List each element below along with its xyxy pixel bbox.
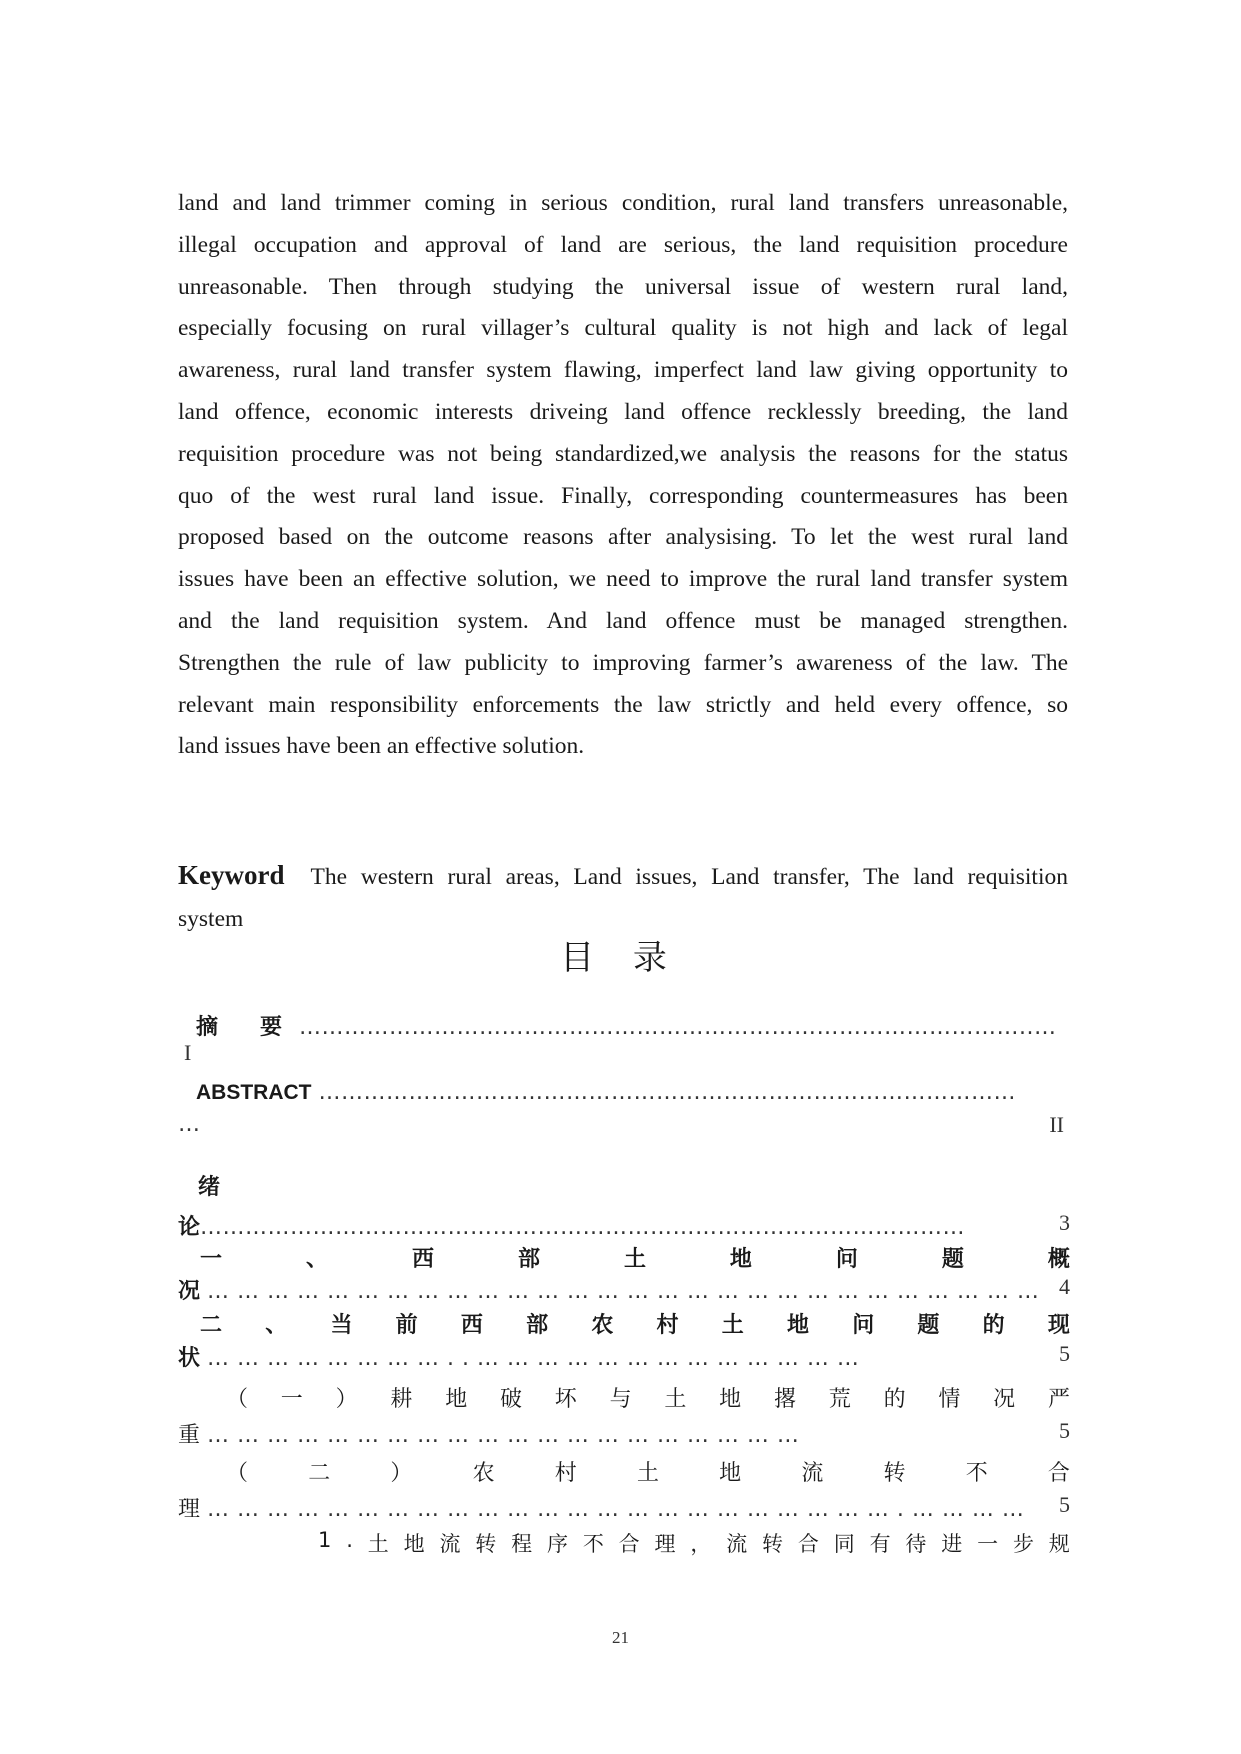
toc-entry-item-2-2-1[interactable] (178, 1528, 1070, 1558)
toc-label: ABSTRACT (196, 1081, 312, 1104)
toc-char: 况 (993, 1387, 1016, 1412)
toc-leader-dots: ………………………………………………………………………………………… (200, 1215, 966, 1240)
toc-char: 的 (982, 1313, 1005, 1338)
toc-entry-subsection-2-2-cont (178, 1492, 1070, 1523)
abstract-line: unreasonable. Then through studying the universal issue of western rural land, (178, 273, 1068, 300)
toc-char: 土 (664, 1387, 687, 1412)
keyword-line (178, 854, 1068, 898)
toc-leader-dots: … … … … … … … … … … … … … … … … … … … … … … … … … … … … (207, 1279, 1040, 1304)
toc-char: 西 (460, 1313, 483, 1338)
keyword-section (178, 854, 1068, 940)
abstract-line: land and land trimmer coming in serious condition, rural land transfers unreasonable, (178, 190, 1068, 216)
toc-leader-dots: ……………………………………………………………………………………..… (299, 1015, 1057, 1040)
toc-char: 地 (786, 1313, 809, 1338)
toc-char: 转 (883, 1461, 906, 1486)
toc-char: 问 (852, 1313, 875, 1338)
page-number: 21 (612, 1628, 629, 1647)
toc-leader-dots: …………………………………………...…………………………………… (318, 1080, 1016, 1105)
toc-entry-xulun[interactable] (178, 1210, 1070, 1241)
abstract-line: awareness, rural land transfer system flawing, imperfect land law giving opportunity to (178, 357, 1068, 384)
toc-char: 地 (719, 1461, 742, 1486)
toc-entry-abstract[interactable] (178, 1080, 1070, 1105)
toc-char: 进 (941, 1532, 963, 1556)
toc-char: 流 (726, 1532, 748, 1556)
toc-entry-abstract-cont (178, 1112, 1070, 1138)
toc-page-number: 5 (1059, 1492, 1070, 1517)
toc-char: 题 (917, 1313, 940, 1338)
toc-char: 程 (511, 1532, 533, 1556)
toc-char: 耕 (390, 1387, 413, 1412)
toc-page-number: 3 (1059, 1210, 1070, 1235)
toc-char: 土 (367, 1532, 389, 1556)
toc-char: 一 (200, 1247, 223, 1272)
toc-char: 撂 (773, 1387, 796, 1412)
toc-char: 流 (439, 1532, 461, 1556)
toc-char: 状 (178, 1346, 201, 1371)
toc-char: 地 (719, 1387, 742, 1412)
toc-char: 、 (305, 1247, 328, 1272)
toc-entry-section-1-cont (178, 1274, 1070, 1305)
toc-char: 地 (729, 1247, 752, 1272)
abstract-line: especially focusing on rural villager’s cultural quality is not high and lack of legal (178, 315, 1068, 342)
toc-label: 论 (178, 1215, 201, 1240)
abstract-line: relevant main responsibility enforcements the law strictly and held every offence, so (178, 691, 1068, 718)
toc-char: 不 (582, 1532, 604, 1556)
toc-char: 题 (941, 1247, 964, 1272)
toc-page-number: 4 (1059, 1274, 1070, 1299)
toc-char: 现 (1047, 1313, 1070, 1338)
toc-char: 西 (411, 1247, 434, 1272)
toc-title: 目 录 (560, 938, 681, 978)
toc-char: 合 (797, 1532, 819, 1556)
abstract-line: proposed based on the outcome reasons after analysising. To let the west rural land (178, 524, 1068, 551)
toc-char: . (346, 1528, 353, 1552)
toc-char: 有 (869, 1532, 891, 1556)
toc-leader-dots: … … … … … … … … … … … … … … … … … … … … … … … . … … … … (207, 1497, 1025, 1522)
abstract-line: illegal occupation and approval of land are serious, the land requisition procedure (178, 231, 1068, 258)
toc-leader-dots: … … … … … … … … . . … … … … … … … … … … … … … (207, 1346, 860, 1371)
toc-char: 概 (1047, 1247, 1070, 1272)
toc-char: 与 (609, 1387, 632, 1412)
toc-char: 地 (403, 1532, 425, 1556)
abstract-line: issues have been an effective solution, we need to improve the rural land transfer system (178, 566, 1068, 593)
toc-char: 况 (178, 1279, 201, 1304)
toc-char: 重 (178, 1423, 201, 1448)
toc-char: 严 (1047, 1387, 1070, 1412)
keyword-text: The western rural areas, Land issues, Land transfer, The land requisition (310, 864, 1068, 890)
toc-char: 部 (517, 1247, 540, 1272)
toc-char: 转 (475, 1532, 497, 1556)
toc-char: 农 (591, 1313, 614, 1338)
toc-char: 地 (445, 1387, 468, 1412)
toc-char: 流 (801, 1461, 824, 1486)
toc-entry-subsection-2-2[interactable] (178, 1456, 1070, 1487)
abstract-line: requisition procedure was not being standardized,we analysis the reasons for the status (178, 440, 1068, 467)
toc-entry-subsection-2-1[interactable] (178, 1382, 1070, 1413)
toc-char: 前 (395, 1313, 418, 1338)
toc-char: （ (226, 1461, 249, 1486)
toc-char: 破 (499, 1387, 522, 1412)
toc-char: 部 (526, 1313, 549, 1338)
abstract-line: Strengthen the rule of law publicity to improving farmer’s awareness of the law. The (178, 649, 1068, 676)
toc-char: 规 (1048, 1532, 1070, 1556)
toc-leader-dots: … … … … … … … … … … … … … … … … … … … … (207, 1423, 800, 1448)
toc-page-number: 5 (1059, 1341, 1070, 1366)
toc-page-number: I (184, 1040, 192, 1065)
toc-char: 不 (965, 1461, 988, 1486)
toc-char: 情 (938, 1387, 961, 1412)
toc-char: 合 (618, 1532, 640, 1556)
toc-entry-section-2-cont (178, 1341, 1070, 1372)
toc-char: 步 (1012, 1532, 1034, 1556)
toc-entry-subsection-2-1-cont (178, 1418, 1070, 1449)
toc-char: 坏 (554, 1387, 577, 1412)
toc-char: 理 (654, 1532, 676, 1556)
toc-char: 、 (265, 1313, 288, 1338)
toc-char: 理 (178, 1497, 201, 1522)
toc-char: 的 (883, 1387, 906, 1412)
toc-char: ， (690, 1532, 712, 1556)
toc-char: 土 (623, 1247, 646, 1272)
abstract-line: and the land requisition system. And land offence must be managed strengthen. (178, 607, 1068, 634)
keyword-line-2: system (178, 906, 244, 932)
toc-char: 一 (280, 1387, 303, 1412)
keyword-label: Keyword (178, 860, 285, 890)
toc-entry-section-1[interactable] (178, 1242, 1070, 1273)
toc-char: 序 (546, 1532, 568, 1556)
toc-page-number: II (1049, 1112, 1064, 1137)
toc-page-number: 5 (1059, 1418, 1070, 1443)
toc-char: 转 (762, 1532, 784, 1556)
toc-char: 一 (977, 1532, 999, 1556)
abstract-line: land offence, economic interests driveing land offence recklessly breeding, the land (178, 398, 1068, 425)
toc-entry-section-2[interactable] (178, 1308, 1070, 1339)
toc-char: 村 (656, 1313, 679, 1338)
abstract-line: quo of the west rural land issue. Finally, corresponding countermeasures has been (178, 482, 1068, 509)
toc-char: ） (390, 1461, 413, 1486)
toc-char: 1 (318, 1528, 332, 1552)
toc-char: 荒 (828, 1387, 851, 1412)
toc-entry-xulun-head[interactable]: 绪 (198, 1175, 221, 1200)
toc-char: 同 (833, 1532, 855, 1556)
toc-label: 摘 要 (196, 1015, 293, 1040)
toc-char: 村 (554, 1461, 577, 1486)
toc-char: （ (226, 1387, 249, 1412)
toc-char: 合 (1047, 1461, 1070, 1486)
toc-char: 农 (472, 1461, 495, 1486)
toc-char: ） (335, 1387, 358, 1412)
toc-char: 当 (330, 1313, 353, 1338)
toc-char: 二 (308, 1461, 331, 1486)
toc-char: 二 (200, 1313, 223, 1338)
abstract-line: land issues have been an effective solution. (178, 733, 585, 760)
abstract-body (178, 183, 1068, 768)
toc-char: 待 (905, 1532, 927, 1556)
toc-entry-zhaiyao[interactable] (178, 1010, 1070, 1041)
toc-leader-dots: … (178, 1112, 201, 1137)
toc-char: 问 (835, 1247, 858, 1272)
toc-char: 土 (636, 1461, 659, 1486)
toc-char: 土 (721, 1313, 744, 1338)
